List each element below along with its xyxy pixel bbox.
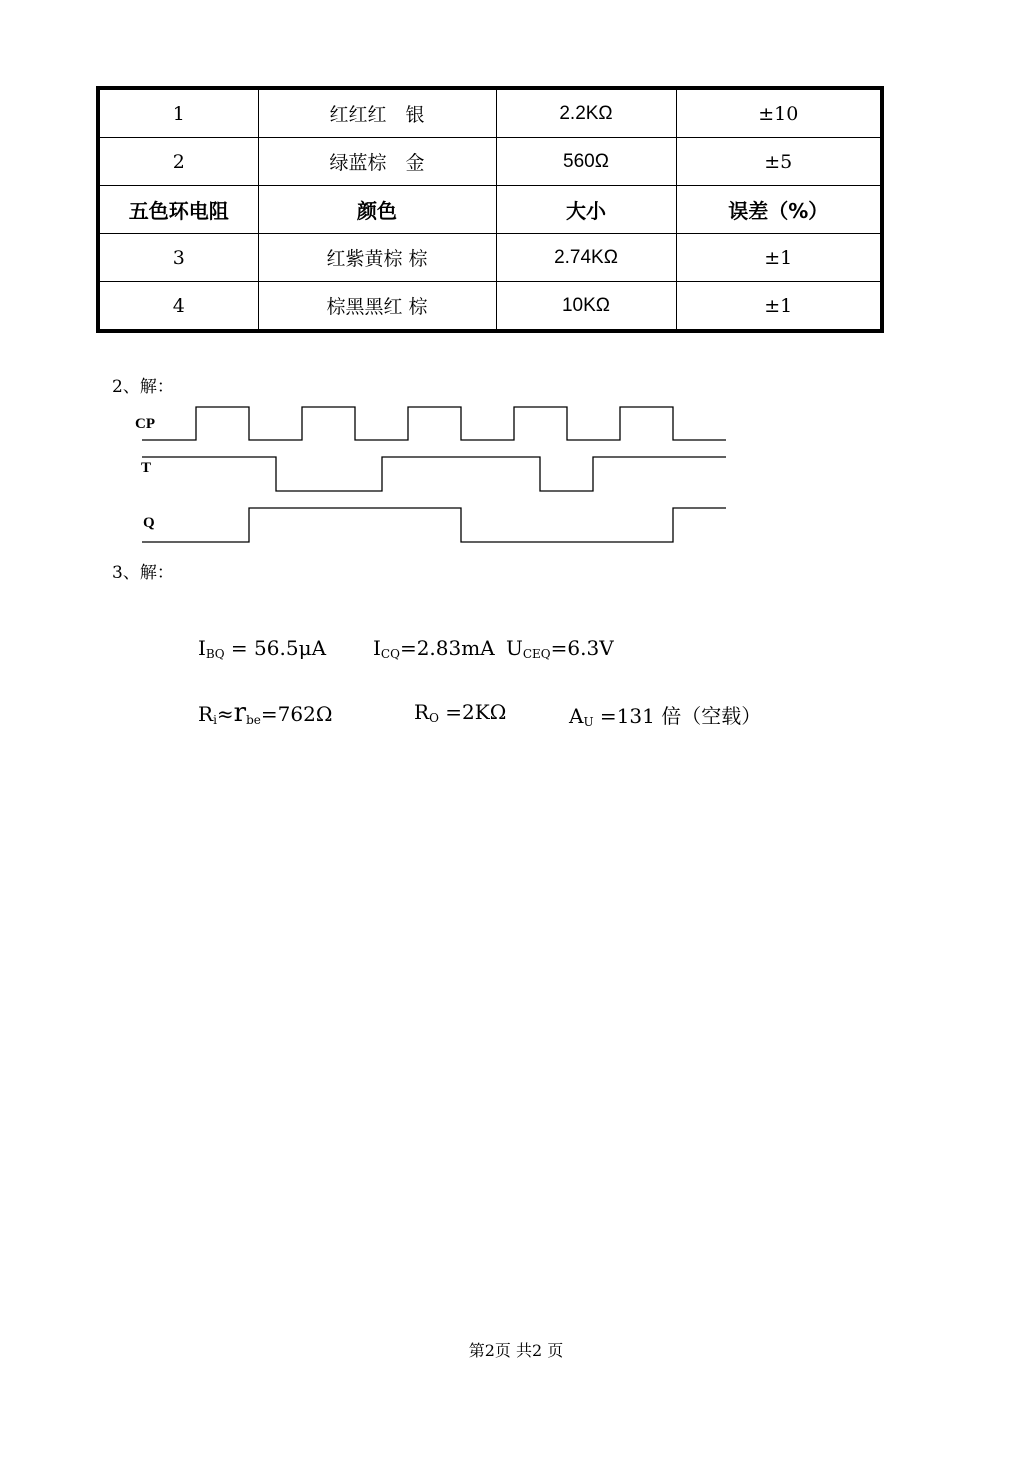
table-cell: 绿蓝棕 金: [258, 138, 496, 186]
q-waveform: [142, 508, 726, 542]
ro-subscript: O: [429, 711, 439, 725]
icq-subscript: CQ: [380, 647, 400, 661]
ri-subscript: i: [213, 713, 217, 727]
uceq-value: =6.3V: [550, 636, 614, 660]
ibq-symbol: I: [198, 636, 206, 660]
au-formula: [569, 700, 761, 729]
table-header-row: [98, 186, 882, 234]
ibq-value: = 56.5μA: [224, 636, 327, 660]
question-2-label: 2、解：: [112, 377, 174, 397]
icq-formula: [373, 636, 495, 661]
table-row: [98, 282, 882, 332]
table-cell: 1: [98, 88, 258, 138]
table-row: [98, 138, 882, 186]
table-row: [98, 88, 882, 138]
table-cell: 红红红 银: [258, 88, 496, 138]
ibq-formula: [198, 636, 326, 661]
ri-formula: [198, 698, 332, 728]
signal-label-cp: CP: [135, 416, 155, 432]
table-cell: ±1: [676, 282, 882, 332]
table-header-cell: 误差（%）: [676, 186, 882, 234]
table-header-cell: 五色环电阻: [98, 186, 258, 234]
ri-symbol: R: [198, 702, 214, 726]
rbe-subscript: be: [246, 713, 261, 727]
ibq-subscript: BQ: [205, 647, 225, 661]
question-3-label: 3、解：: [112, 563, 174, 583]
approx-sign: ≈: [216, 702, 234, 726]
table-cell: ±1: [676, 234, 882, 282]
timing-diagram: [0, 395, 1032, 555]
table-cell: 10KΩ: [496, 282, 676, 332]
table-cell: 560Ω: [496, 138, 676, 186]
rbe-value: =762Ω: [260, 702, 333, 726]
ro-value: =2KΩ: [438, 700, 507, 724]
page-footer: 第2页 共2 页: [468, 1341, 564, 1360]
rbe-symbol: r: [233, 698, 247, 728]
table-cell: 2.74KΩ: [496, 234, 676, 282]
uceq-subscript: CEQ: [522, 647, 551, 661]
table-cell: 3: [98, 234, 258, 282]
table-cell: 4: [98, 282, 258, 332]
table-cell: ±5: [676, 138, 882, 186]
signal-label-t: T: [141, 460, 152, 476]
signal-label-q: Q: [143, 515, 155, 531]
table-cell: ±10: [676, 88, 882, 138]
au-subscript: U: [583, 715, 594, 729]
table-header-cell: 颜色: [258, 186, 496, 234]
table-cell: 棕黑黑红 棕: [258, 282, 496, 332]
t-waveform: [142, 457, 726, 491]
table-cell: 红紫黄棕 棕: [258, 234, 496, 282]
table-header-cell: 大小: [496, 186, 676, 234]
cp-waveform: [142, 407, 726, 440]
uceq-formula: [506, 636, 614, 661]
icq-value: =2.83mA: [399, 636, 495, 660]
table-cell: 2.2KΩ: [496, 88, 676, 138]
uceq-symbol: U: [506, 636, 523, 660]
au-symbol: A: [569, 704, 584, 728]
table-row: [98, 234, 882, 282]
icq-symbol: I: [373, 636, 381, 660]
resistor-table: [96, 86, 884, 333]
ro-formula: [414, 700, 506, 725]
ro-symbol: R: [414, 700, 430, 724]
au-value: =131 倍（空载）: [593, 704, 762, 728]
table-cell: 2: [98, 138, 258, 186]
